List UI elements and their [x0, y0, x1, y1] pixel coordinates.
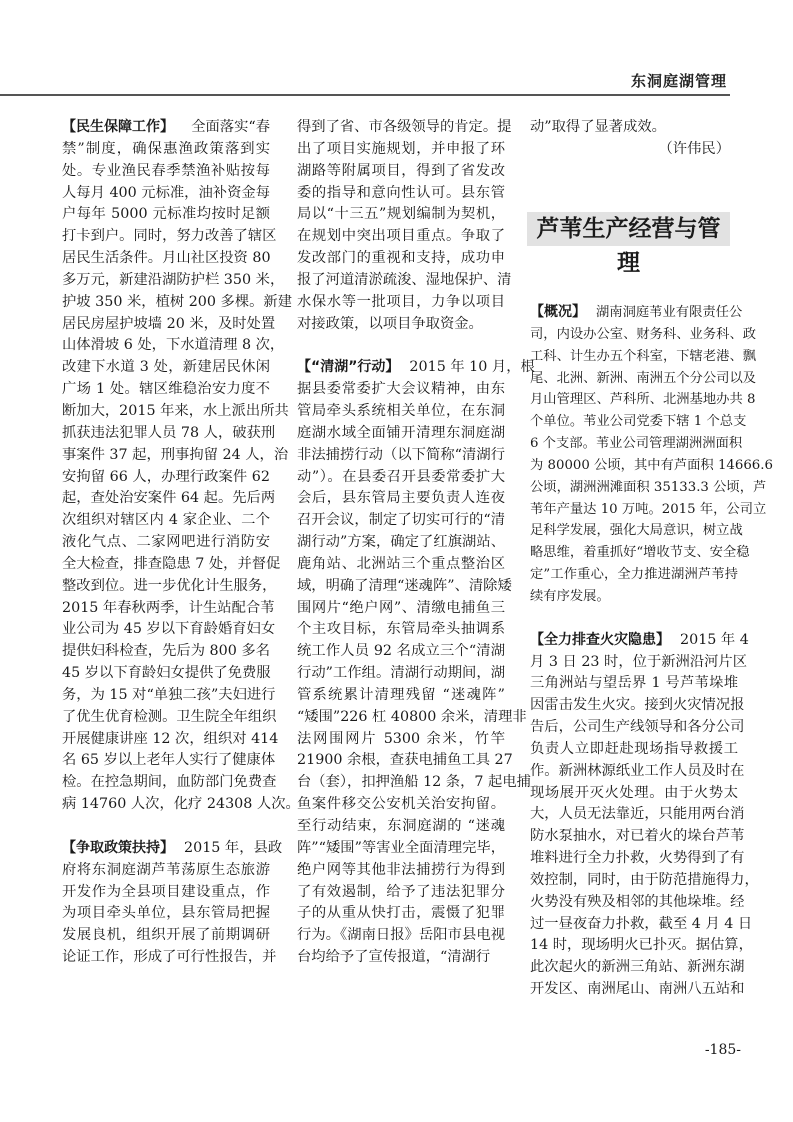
line-text: 台均给予了宣传报道，“清湖行	[297, 949, 491, 966]
text-line	[62, 554, 281, 576]
text-line	[62, 270, 285, 292]
line-text: 续有序发展。	[530, 588, 610, 604]
text-line	[530, 586, 738, 608]
text-line	[297, 423, 505, 445]
line-text: 现场展开灭火处理。由于火势太	[530, 784, 738, 801]
author-credit: （许伟民）	[658, 140, 730, 157]
text-line	[62, 292, 293, 314]
text-line	[62, 838, 283, 860]
text-line	[297, 772, 531, 794]
line-text: 业公司为 45 岁以下育龄婚育妇女	[62, 621, 276, 638]
text-line	[297, 161, 505, 183]
section-title: 芦苇生产经营与管理	[527, 212, 730, 246]
line-text: 护坡 350 米，植树 200 多棵。新建	[62, 293, 293, 310]
line-text: 行为。《湖南日报》岳阳市县电视	[297, 927, 505, 944]
text-line	[62, 379, 270, 401]
line-text: 抓获违法犯罪人员 78 人，破获刑	[62, 424, 276, 441]
paragraph-heading: 【民生保障工作】	[62, 119, 174, 135]
text-line	[530, 652, 748, 674]
text-line	[297, 379, 505, 401]
running-header-title: 东洞庭湖管理	[630, 72, 727, 90]
text-line	[297, 314, 505, 336]
line-text: 行动”工作组。清湖行动期间，湖	[297, 665, 505, 682]
text-line	[297, 816, 505, 838]
line-text: 断加大，2015 年来，水上派出所共	[62, 402, 289, 419]
text-line	[62, 488, 276, 510]
line-text: 居民房屋护坡墙 20 米，及时处置	[62, 315, 276, 332]
text-line	[297, 685, 505, 707]
line-text: 据县委常委扩大会议精神，由东	[297, 381, 505, 398]
text-line	[530, 870, 759, 892]
text-line	[62, 401, 289, 423]
line-text: 出了项目实施规划，并申报了环	[297, 140, 505, 157]
line-text: 围网片“绝户网”、清缴电捕鱼三	[297, 599, 505, 616]
line-text: 个主攻目标，东管局牵头抽调系	[297, 621, 505, 638]
line-text: 公顷，湖洲洲滩面积 35133.3 公顷，芦	[530, 479, 767, 495]
line-text: 开发区、南洲尾山、南洲八五站和	[530, 981, 745, 998]
text-line	[62, 882, 270, 904]
line-text: 21900 余根，查获电捕鱼工具 27	[297, 752, 513, 769]
text-line	[62, 161, 270, 183]
line-text: 动”）。在县委召开县委常委扩大	[297, 468, 505, 485]
text-line	[297, 467, 505, 489]
text-line	[530, 979, 745, 1001]
text-line	[297, 750, 513, 772]
paragraph-heading: 【争取政策扶持】	[62, 839, 174, 856]
text-line	[297, 947, 505, 969]
text-line	[530, 455, 773, 477]
text-line	[62, 532, 270, 554]
line-text: 管局牵头系统相关单位，在东洞	[297, 402, 505, 419]
line-text: 府将东洞庭湖芦苇荡原生态旅游	[62, 861, 270, 878]
text-line	[297, 445, 505, 467]
text-line	[297, 401, 505, 423]
text-line	[530, 302, 743, 324]
line-text: 工科、计生办五个科室，下辖老港、飘	[530, 348, 757, 364]
line-text: 管系统累计清理残留 “迷魂阵”	[297, 686, 505, 703]
line-text: 召开会议，制定了切实可行的“清	[297, 512, 505, 529]
text-line	[297, 707, 527, 729]
line-text: 月 3 日 23 时，位于新洲沿河片区	[530, 653, 748, 670]
line-text: 庭湖水域全面铺开清理东洞庭湖	[297, 424, 505, 441]
line-text: 效控制，同时，由于防范措施得力，	[530, 871, 759, 888]
line-text: 湖南洞庭苇业有限责任公	[596, 305, 743, 320]
paragraph	[297, 117, 512, 335]
line-text: 居民生活条件。月山社区投资 80	[62, 250, 271, 267]
text-line	[530, 630, 749, 652]
text-line	[62, 314, 276, 336]
line-text: 事案件 37 起，刑事拘留 24 人，治	[62, 446, 289, 463]
line-text: 为 80000 公顷，其中有芦面积 14666.6	[530, 457, 773, 473]
text-line	[62, 663, 270, 685]
text-line	[530, 499, 767, 521]
text-line	[62, 248, 270, 270]
line-text: 为项目牵头单位，县东管局把握	[62, 905, 270, 922]
text-line	[530, 673, 738, 695]
text-line	[530, 848, 745, 870]
text-line	[530, 892, 745, 914]
line-text: 2015 年，县政	[184, 839, 283, 856]
line-text: 局以“十三五”规划编制为契机，	[297, 206, 505, 223]
text-line	[530, 346, 757, 368]
line-text: 2015 年春秋两季，计生站配合苇	[62, 599, 275, 616]
line-text: 45 岁以下育龄妇女提供了免费服	[62, 665, 271, 682]
paragraph-heading: 【概况】	[530, 304, 586, 320]
line-text: 足科学发展，强化大局意识，树立战	[530, 523, 743, 539]
line-text: 湖行动”方案，确定了红旗湖站、	[297, 534, 505, 551]
text-line	[297, 598, 505, 620]
line-text: 人每月 400 元标准，油补资金每	[62, 184, 270, 201]
line-text: 了有效遏制，给予了违法犯罪分	[297, 883, 505, 900]
text-line	[530, 804, 745, 826]
line-text: 开发作为全县项目建设重点，作	[62, 883, 270, 900]
text-line	[62, 750, 276, 772]
line-text: 名 65 岁以上老年人实行了健康体	[62, 752, 276, 769]
text-line	[62, 445, 289, 467]
line-text: 次组织对辖区内 4 家企业、二个	[62, 512, 270, 529]
line-text: 发改部门的重视和支持，成功申	[297, 250, 505, 267]
line-text: 作。新洲林源纸业工作人员及时在	[530, 762, 745, 779]
text-line	[297, 292, 505, 314]
text-line	[530, 389, 756, 411]
line-text: 山体滑坡 6 处，下水道清理 8 次，	[62, 337, 285, 354]
line-text: 域，明确了清理“迷魂阵”、清除矮	[297, 577, 512, 594]
text-line	[62, 576, 277, 598]
text-line	[297, 488, 505, 510]
line-text: 统工作人员 92 名成立三个“清湖	[297, 643, 505, 660]
text-line	[530, 935, 753, 957]
line-text: 得到了省、市各级领导的肯定。提	[297, 119, 512, 135]
text-line	[62, 204, 270, 226]
line-text: 至行动结束，东洞庭湖的 “迷魂	[297, 818, 505, 834]
text-line	[297, 663, 505, 685]
line-text: 14 时，现场明火已扑灭。据估算，	[530, 937, 753, 954]
line-text: 负责人立即赶赴现场指导救援工	[530, 740, 738, 757]
text-line	[62, 729, 279, 751]
text-line	[62, 707, 277, 729]
line-text: 打卡到户。同时，努力改善了辖区	[62, 228, 277, 245]
text-line	[530, 914, 753, 936]
text-line	[530, 783, 738, 805]
text-line	[530, 411, 747, 433]
text-line	[530, 826, 745, 848]
line-text: 大，人员无法靠近，只能用两台消	[530, 806, 745, 823]
column-middle	[297, 117, 535, 969]
line-text: 整改到位。进一步优化计生服务，	[62, 577, 277, 594]
line-text: 禁”制度，确保惠渔政策落到实	[62, 140, 270, 157]
text-line	[297, 925, 505, 947]
line-text: 台（套），扣押渔船 12 条，7 起电捕	[297, 774, 531, 791]
text-line	[530, 739, 738, 761]
text-line	[62, 226, 277, 248]
text-line	[530, 717, 745, 739]
line-text: 火势没有殃及相邻的其他垛堆。经	[530, 893, 745, 910]
text-line	[62, 860, 270, 882]
text-line	[530, 477, 767, 499]
line-text: 此次起火的新洲三角站、新洲东湖	[530, 959, 745, 976]
line-text: 阵”“矮围”等害业全面清理完毕，	[297, 839, 505, 856]
text-line	[297, 882, 505, 904]
text-line	[297, 117, 512, 139]
text-line	[297, 554, 505, 576]
text-line	[530, 433, 743, 455]
text-line	[530, 761, 745, 783]
text-line	[297, 139, 505, 161]
header-rule	[0, 94, 730, 96]
text-line	[530, 368, 757, 390]
text-line	[297, 860, 505, 882]
line-text: 子的从重从快打击，震慑了犯罪	[297, 905, 505, 922]
line-text: 6 个支部。苇业公司管理湖洲洲面积	[530, 436, 743, 452]
page-number: -185-	[704, 1042, 741, 1058]
text-line	[62, 139, 270, 161]
text-line	[530, 324, 757, 346]
paragraph	[62, 838, 283, 969]
text-line	[297, 576, 512, 598]
text-line	[62, 619, 276, 641]
line-text: 非法捕捞行动（以下简称“清湖行	[297, 446, 505, 463]
text-line	[62, 925, 270, 947]
text-line	[62, 183, 270, 205]
text-line	[62, 357, 270, 379]
text-line	[62, 598, 275, 620]
line-text: “矮围”226 杠 40800 余米，清理非	[297, 708, 527, 725]
text-line	[530, 520, 743, 542]
text-line	[297, 641, 505, 663]
paragraph	[62, 117, 300, 816]
paragraph	[530, 630, 759, 1001]
text-line	[297, 794, 505, 816]
text-line	[62, 903, 270, 925]
line-text: 论证工作，形成了可行性报告，并	[62, 949, 277, 966]
text-line	[297, 204, 505, 226]
text-line	[530, 957, 745, 979]
line-text: 鱼案件移交公安机关治安拘留。	[297, 796, 505, 813]
line-text: 防水泵抽水，对已着火的垛台芦苇	[530, 828, 745, 845]
column-right-top	[530, 117, 738, 161]
text-line	[62, 685, 276, 707]
text-line	[297, 248, 505, 270]
text-line	[530, 695, 745, 717]
line-text: 略思维，着重抓好“增收节支、安全稳	[530, 545, 750, 561]
paragraph	[530, 302, 773, 608]
paragraph-heading: 【全力排查火灾隐患】	[530, 631, 670, 648]
line-text: 月山管理区、芦科所、北洲基地办共 8	[530, 392, 756, 408]
paragraph-heading: 【“清湖”行动】	[297, 359, 400, 376]
text-line	[62, 467, 270, 489]
line-text: 苇年产量达 10 万吨。2015 年，公司立	[530, 501, 767, 517]
text-line	[62, 510, 270, 532]
line-text: 改建下水道 3 处，新建居民休闲	[62, 359, 270, 376]
text-line	[62, 117, 270, 139]
line-text: 全面落实“春	[191, 119, 270, 135]
text-line	[297, 838, 505, 860]
text-line	[62, 641, 270, 663]
line-text: 发展良机，组织开展了前期调研	[62, 927, 270, 944]
line-text: 法网围网片 5300 余米，竹竿	[297, 730, 505, 747]
line-text: 对接政策，以项目争取资金。	[297, 315, 483, 332]
line-text: 多万元，新建沿湖防护栏 350 米，	[62, 271, 285, 288]
line-text: 报了河道清淤疏浚、湿地保护、清	[297, 271, 512, 288]
text-line	[297, 729, 505, 751]
line-text: 定”工作重心，全力推进湖洲芦苇持	[530, 567, 738, 583]
text-line	[297, 357, 535, 379]
line-text: 提供妇科检查，先后为 800 多名	[62, 643, 270, 660]
text-line	[62, 772, 277, 794]
line-text: 2015 年 4	[680, 631, 749, 648]
line-text: 务，为 15 对“单独二孩”夫妇进行	[62, 686, 276, 703]
line-text: 了优生优育检测。卫生院全年组织	[62, 708, 277, 725]
text-line	[62, 335, 285, 357]
line-text: 全大检查，排查隐患 7 处，并督促	[62, 555, 281, 572]
line-text: 堆料进行全力扑救，火势得到了有	[530, 850, 745, 867]
line-text: 委的指导和意向性认可。县东管	[297, 184, 505, 201]
line-text: 绝户网等其他非法捕捞行为得到	[297, 861, 505, 878]
text-line	[62, 423, 276, 445]
text-line	[297, 619, 505, 641]
paragraph	[297, 357, 535, 969]
text-line	[530, 542, 750, 564]
line-text: 个单位。苇业公司党委下辖 1 个总支	[530, 414, 747, 430]
text-line	[62, 947, 277, 969]
line-text: 安拘留 66 人，办理行政案件 62	[62, 468, 270, 485]
line-text: 检。在控急期间，血防部门免费查	[62, 774, 277, 791]
line-text: 病 14760 人次，化疗 24308 人次。	[62, 796, 300, 813]
text-line	[530, 564, 738, 586]
line-text: 广场 1 处。辖区维稳治安力度不	[62, 381, 270, 398]
line-text: 水保水等一批项目，力争以项目	[297, 293, 505, 310]
line-text: 鹿角站、北洲站三个重点整治区	[297, 555, 505, 572]
text-line	[297, 903, 505, 925]
line-text: 起，查处治安案件 64 起。先后两	[62, 490, 276, 507]
column-right	[530, 302, 773, 1001]
line-text: 户每年 5000 元标准均按时足额	[62, 206, 270, 223]
line-text: 在规划中突出项目重点。争取了	[297, 228, 505, 245]
text-line	[297, 270, 512, 292]
text-line	[297, 532, 505, 554]
line-text: 三角洲站与望岳界 1 号芦苇垛堆	[530, 675, 738, 692]
text-line: 动”取得了显著成效。	[530, 119, 666, 135]
text-line	[62, 794, 300, 816]
line-text: 尾、北洲、新洲、南洲五个分公司以及	[530, 370, 757, 386]
line-text: 开展健康讲座 12 次，组织对 414	[62, 730, 279, 747]
text-line	[297, 510, 505, 532]
line-text: 湖路等附属项目，得到了省发改	[297, 162, 505, 179]
column-left	[62, 117, 300, 969]
text-line	[297, 226, 505, 248]
text-line	[297, 183, 505, 205]
line-text: 会后，县东管局主要负责人连夜	[297, 490, 505, 507]
line-text: 过一昼夜奋力扑救，截至 4 月 4 日	[530, 915, 753, 932]
line-text: 司，内设办公室、财务科、业务科、政	[530, 326, 757, 342]
line-text: 2015 年 10 月，根	[409, 359, 535, 376]
line-text: 液化气点、二家网吧进行消防安	[62, 534, 270, 551]
line-text: 因雷击发生火灾。接到火灾情况报	[530, 697, 745, 714]
line-text: 告后，公司生产线领导和各分公司	[530, 719, 745, 736]
line-text: 处。专业渔民春季禁渔补贴按每	[62, 162, 270, 179]
